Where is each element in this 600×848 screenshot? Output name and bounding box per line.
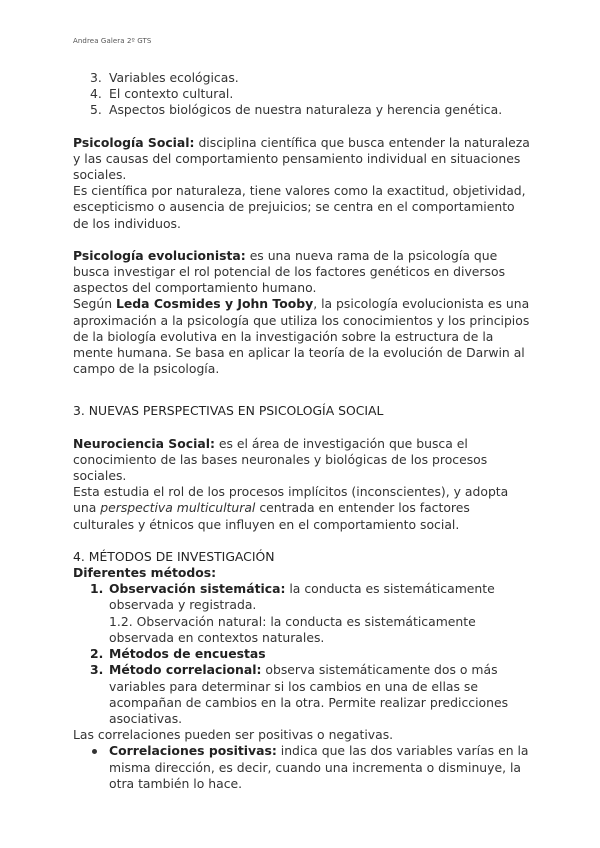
neuro-definition: Neurociencia Social: es el área de investigación que busca el conocimiento de las bases neuronales y biológicas de los procesos sociales. [73,435,488,484]
correlations-list [73,743,533,792]
document-body [73,70,533,792]
sub-item: 1.2. Observación natural: la conducta es sistemáticamente observada en contextos naturales. [109,613,476,645]
bullet-icon [92,749,97,754]
section-3-title: 3. NUEVAS PERSPECTIVAS EN PSICOLOGÍA SOCIAL [73,403,384,419]
psico-social-definition: Psicología Social: disciplina científica que busca entender la naturaleza y las causas del comportamiento pensamiento individual en situaciones sociales. [73,134,530,183]
correlations-intro: Las correlaciones pueden ser positivas o negativas. [73,727,394,743]
list-item: 5. Aspectos biológicos de nuestra naturaleza y herencia genética. [90,102,503,118]
list-item: 3. Variables ecológicas. [90,70,239,85]
list-item: 4. El contexto cultural. [90,86,234,102]
section-4-title: 4. MÉTODOS DE INVESTIGACIÓN [73,548,275,564]
psico-evol-definition: Psicología evolucionista: es una nueva rama de la psicología que busca investigar el rol potencial de los factores genéticos en diversos aspectos del comportamiento humano. [73,247,506,296]
neuro-paragraph: Esta estudia el rol de los procesos implícitos (inconscientes), y adopta una perspectiva multicultural centrada en entender los factores culturales y étnicos que influyen en el comportamiento social. [73,484,509,532]
methods-list [73,581,533,727]
list-item: Correlaciones positivas: indica que las dos variables varías en la misma dirección, es decir, cuando una incrementa o disminuye, la otra también lo hace. [73,743,533,792]
section-4-subtitle: Diferentes métodos: [73,565,217,581]
factors-list [73,70,533,119]
psico-evol-paragraph: Según Leda Cosmides y John Tooby, la psicología evolucionista es una aproximación a la psicología que utiliza los conocimientos y los principios de la biología evolutiva en la investigación sobre la estructura de la mente humana. Se basa en aplicar la teoría de la evolución de Darwin al campo de la psicología. [73,296,530,377]
list-item: 1. Observación sistemática: la conducta es sistemáticamente observada y registrada. 1.2. Observación natural: la conducta es sistemáticamente observada en contextos naturales. [73,581,533,646]
psico-social-paragraph: Es científica por naturaleza, tiene valores como la exactitud, objetividad, escepticismo o ausencia de prejuicios; se centra en el comportamiento de los individuos. [73,183,526,231]
page-header: Andrea Galera 2º GTS [73,37,152,45]
list-item: 3. Método correlacional: observa sistemáticamente dos o más variables para determinar si los cambios en una de ellas se acompañan de cambios en la otra. Permite realizar predicciones asociativas. [90,662,509,726]
list-item: 2. Métodos de encuestas [90,646,266,662]
